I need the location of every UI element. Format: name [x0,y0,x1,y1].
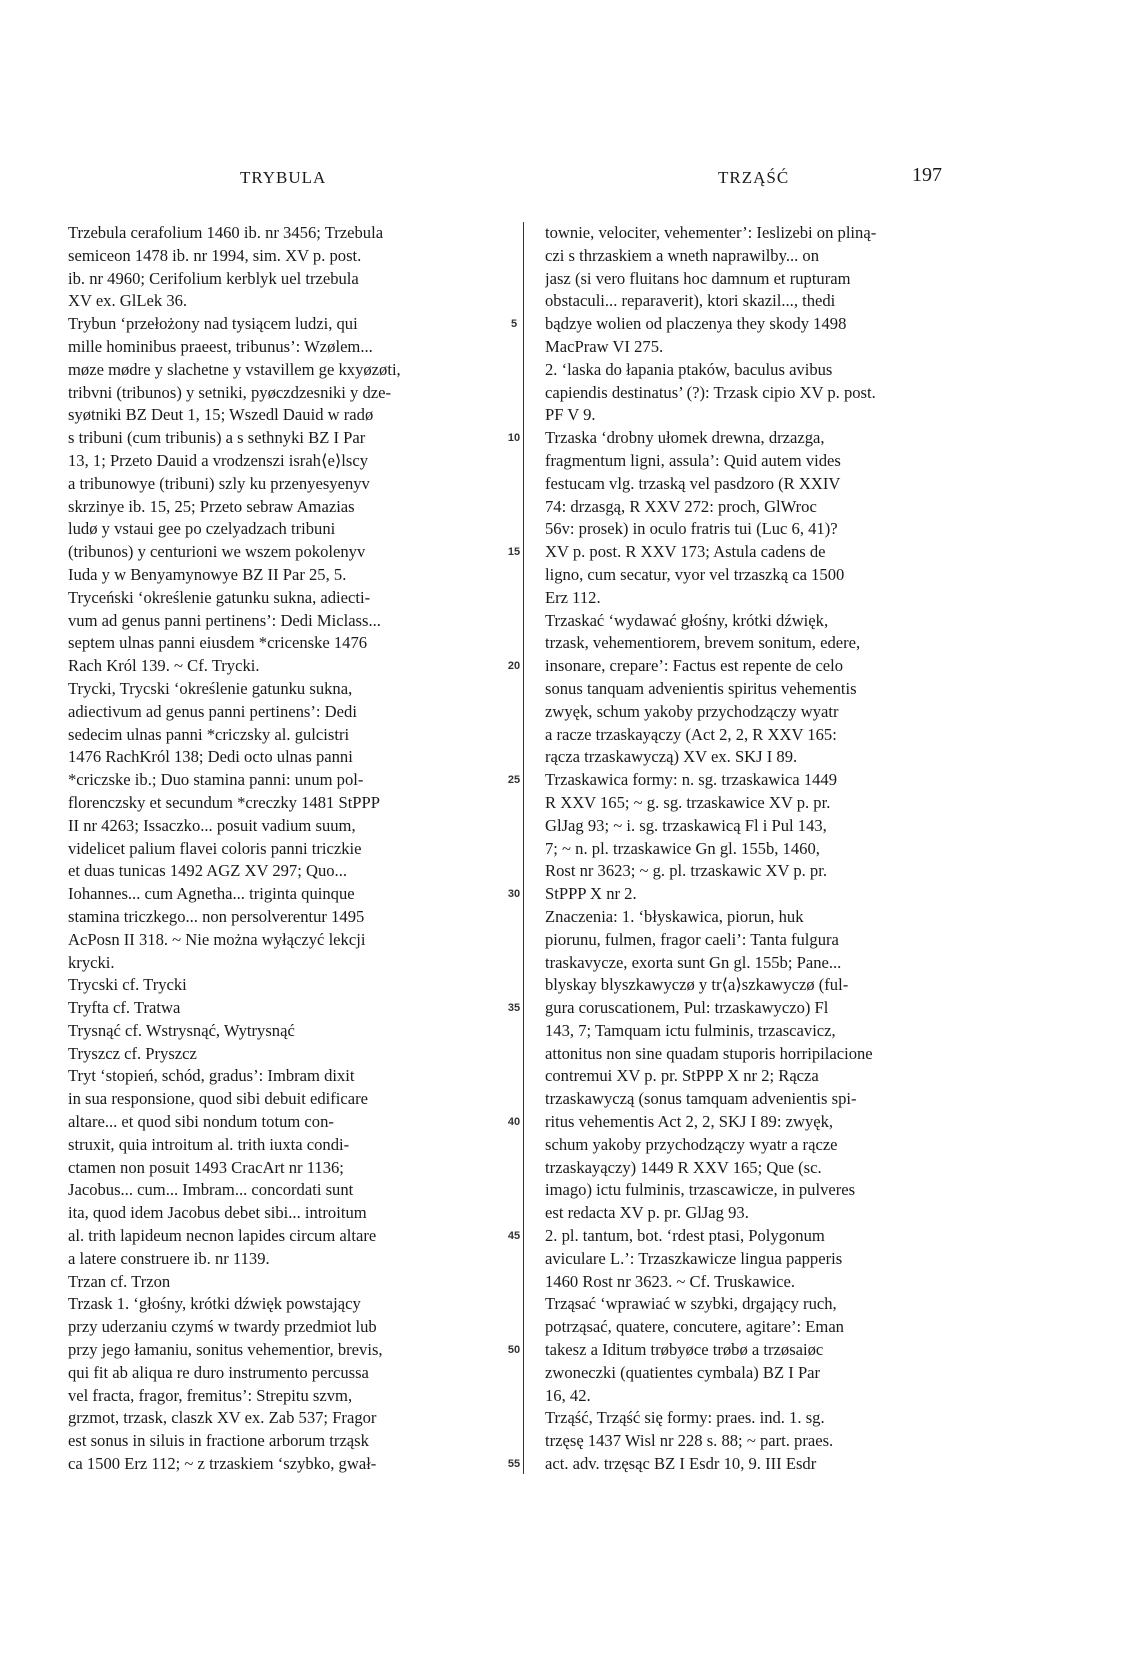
text-line: Iohannes... cum Agnetha... triginta quinque [68,884,355,904]
text-line: traskavycze, exorta sunt Gn gl. 155b; Pane... [545,952,842,972]
text-line: zwyęk, schum yakoby przychodzączy wyatr [545,701,839,721]
text-line: trzęsę 1437 Wisl nr 228 s. 88; ~ part. praes. [545,1431,834,1451]
text-line: Trycski cf. Trycki [68,975,187,995]
text-line: tribvni (tribunos) y setniki, pyøczdzesniki y dze- [68,382,392,402]
text-line: ib. nr 4960; Cerifolium kerblyk uel trzebula [68,268,359,288]
text-line: capiendis destinatus’ (?): Trzask cipio XV p. post. [545,382,876,402]
text-line: altare... et quod sibi nondum totum con- [68,1112,334,1132]
text-line: contremui XV p. pr. StPPP X nr 2; Rącza [545,1066,819,1086]
text-line: Jacobus... cum... Imbram... concordati sunt [68,1180,354,1200]
text-line: qui fit ab aliqua re duro instrumento percussa [68,1362,369,1382]
line-number: 20 [507,660,521,673]
text-line: Trzebula cerafolium 1460 ib. nr 3456; Trzebula [68,223,384,242]
text-line: Trzaska ‘drobny ułomek drewna, drzazga, [545,428,825,448]
text-line: 7; ~ n. pl. trzaskawice Gn gl. 155b, 1460, [545,838,820,858]
line-number: 15 [507,546,521,559]
text-line: potrząsać, quatere, concutere, agitare’: Eman [545,1317,844,1337]
text-line: septem ulnas panni eiusdem *cricenske 1476 [68,633,368,653]
text-line: jasz (si vero fluitans hoc damnum et rupturam [545,268,851,288]
line-number: 40 [507,1116,521,1129]
text-line: AcPosn II 318. ~ Nie można wyłączyć lekcji [68,929,366,949]
text-line: attonitus non sine quadam stuporis horripilacione [545,1043,873,1063]
running-head-right: TRZĄŚĆ [718,168,790,187]
text-line: a racze trzaskayączy (Act 2, 2, R XXV 165: [545,724,837,744]
text-line: townie, velociter, vehementer’: Ieslizebi on pliną- [545,223,877,242]
text-line: adiectivum ad genus panni pertinens’: Dedi [68,701,357,721]
page-number: 197 [912,164,942,186]
text-line: Trząsać ‘wprawiać w szybki, drgający ruch, [545,1294,837,1314]
text-line: sonus tanquam advenientis spiritus vehementis [545,678,857,698]
text-line: stamina triczkego... non persolverentur 1495 [68,906,365,926]
text-line: PF V 9. [545,405,596,425]
text-line: imago) ictu fulminis, trzascawicze, in pulveres [545,1180,856,1200]
text-line: (tribunos) y centurioni we wszem pokolenyv [68,542,366,562]
text-line: trzaskayączy) 1449 R XXV 165; Que (sc. [545,1157,822,1177]
text-line: rącza trzaskawyczą) XV ex. SKJ I 89. [545,747,798,767]
running-head-left: TRYBULA [240,168,327,187]
text-line: Trząść, Trząść się formy: praes. ind. 1. sg. [545,1408,825,1428]
text-line: 1476 RachKról 138; Dedi octo ulnas panni [68,747,353,767]
text-line: festucam vlg. trzaską vel pasdzoro (R XXIV [545,473,841,493]
text-line: Trzaskawica formy: n. sg. trzaskawica 1449 [545,770,838,790]
line-number: 35 [507,1002,521,1015]
line-number: 55 [507,1458,521,1471]
line-number: 25 [507,774,521,787]
text-line: videlicet palium flavei coloris panni triczkie [68,838,362,858]
line-number: 5 [510,318,518,331]
line-number: 50 [507,1344,521,1357]
text-line: ctamen non posuit 1493 CracArt nr 1136; [68,1157,344,1177]
text-line: Trycki, Trycski ‘określenie gatunku sukna, [68,678,353,698]
line-number: 30 [507,888,521,901]
text-line: al. trith lapideum necnon lapides circum altare [68,1226,377,1246]
text-line: Trybun ‘przełożony nad tysiącem ludzi, qui [68,314,358,334]
text-line: trzaskawyczą (sonus tamquam advenientis spi- [545,1089,857,1109]
text-line: ca 1500 Erz 112; ~ z trzaskiem ‘szybko, gwał- [68,1454,377,1474]
text-line: schum yakoby przychodzączy wyatr a rącze [545,1134,838,1154]
text-line: mille hominibus praeest, tribunus’: Wzølem... [68,336,373,356]
text-line: Tryceński ‘określenie gatunku sukna, adiecti- [68,587,371,607]
text-line: przy uderzaniu czymś w twardy przedmiot lub [68,1317,377,1337]
text-line: Erz 112. [545,587,601,607]
text-line: XV ex. GlLek 36. [68,291,188,311]
text-line: takesz a Iditum trøbyøce trøbø a trzøsaiøc [545,1340,824,1360]
text-line: Rost nr 3623; ~ g. pl. trzaskawic XV p. pr. [545,861,827,881]
text-line: in sua responsione, quod sibi debuit edificare [68,1089,369,1109]
text-line: blyskay blyszkawyczø y tr⟨a⟩szkawyczø (ful- [545,975,849,995]
text-line: aviculare L.’: Trzaszkawicze lingua papperis [545,1248,843,1268]
text-line: møze mødre y slachetne y vstavillem ge kxyøzøti, [68,359,401,379]
text-line: 74: drzasgą, R XXV 272: proch, GlWroc [545,496,817,516]
text-line: ligno, cum secatur, vyor vel trzaszką ca 1500 [545,564,845,584]
text-line: 13, 1; Przeto Dauid a vrodzenszi israh⟨e⟩lscy [68,450,369,470]
text-line: II nr 4263; Issaczko... posuit vadium suum, [68,815,356,835]
text-line: 56v: prosek) in oculo fratris tui (Luc 6, 41)? [545,519,838,539]
text-line: R XXV 165; ~ g. sg. trzaskawice XV p. pr. [545,792,831,812]
text-line: Tryszcz cf. Pryszcz [68,1043,197,1063]
text-line: Znaczenia: 1. ‘błyskawica, piorun, huk [545,906,804,926]
text-line: 2. pl. tantum, bot. ‘rdest ptasi, Polygonum [545,1226,825,1246]
text-line: ludø y vstaui gee po czelyadzach tribuni [68,519,336,539]
text-line: vum ad genus panni pertinens’: Dedi Miclass... [68,610,381,630]
text-line: GlJag 93; ~ i. sg. trzaskawicą Fl i Pul 143, [545,815,827,835]
text-line: grzmot, trzask, claszk XV ex. Zab 537; Fragor [68,1408,377,1428]
text-line: XV p. post. R XXV 173; Astula cadens de [545,542,826,562]
text-line: gura coruscationem, Pul: trzaskawyczo) Fl [545,998,829,1018]
text-line: Trzan cf. Trzon [68,1271,171,1291]
text-line: skrzinye ib. 15, 25; Przeto sebraw Amazias [68,496,355,516]
right-column [545,222,975,1476]
text-line: et duas tunicas 1492 AGZ XV 297; Quo... [68,861,347,881]
text-line: krycki. [68,952,115,972]
text-line: sedecim ulnas panni *criczsky al. gulcistri [68,724,350,744]
text-line: s tribuni (cum tribunis) a s sethnyki BZ I Par [68,428,366,448]
text-line: 2. ‘laska do łapania ptaków, baculus avibus [545,359,833,379]
text-line: Trysnąć cf. Wstrysnąć, Wytrysnąć [68,1020,295,1040]
text-line: florenczsky et secundum *creczky 1481 StPPP [68,792,380,812]
text-line: StPPP X nr 2. [545,884,637,904]
text-line: semiceon 1478 ib. nr 1994, sim. XV p. post. [68,245,362,265]
text-line: Iuda y w Benyamynowye BZ II Par 25, 5. [68,564,347,584]
text-line: 143, 7; Tamquam ictu fulminis, trzascavicz, [545,1020,836,1040]
line-number: 45 [507,1230,521,1243]
text-line: Trzask 1. ‘głośny, krótki dźwięk powstający [68,1294,361,1314]
text-line: ita, quod idem Jacobus debet sibi... introitum [68,1203,367,1223]
text-line: ritus vehementis Act 2, 2, SKJ I 89: zwyęk, [545,1112,834,1132]
text-line: syøtniki BZ Deut 1, 15; Wszedl Dauid w radø [68,405,374,425]
text-line: insonare, crepare’: Factus est repente de celo [545,656,844,676]
left-column [68,222,500,1476]
text-line: piorunu, fulmen, fragor caeli’: Tanta fulgura [545,929,839,949]
text-line: Tryt ‘stopień, schód, gradus’: Imbram dixit [68,1066,355,1086]
text-line: 1460 Rost nr 3623. ~ Cf. Truskawice. [545,1271,796,1291]
text-line: przy jego łamaniu, sonitus vehementior, brevis, [68,1340,383,1360]
text-line: vel fracta, fragor, fremitus’: Strepitu szvm, [68,1385,353,1405]
line-number: 10 [507,432,521,445]
text-line: Trzaskać ‘wydawać głośny, krótki dźwięk, [545,610,829,630]
column-divider [523,222,524,1474]
text-line: czi s thrzaskiem a wneth naprawilby... on [545,245,820,265]
text-line: Rach Król 139. ~ Cf. Trycki. [68,656,260,676]
text-line: act. adv. trzęsąc BZ I Esdr 10, 9. III Esdr [545,1454,817,1474]
text-line: a latere construere ib. nr 1139. [68,1248,270,1268]
text-line: Tryfta cf. Tratwa [68,998,181,1018]
text-line: zwoneczki (quatientes cymbala) BZ I Par [545,1362,821,1382]
text-line: struxit, quia introitum al. trith iuxta condi- [68,1134,350,1154]
text-line: est sonus in siluis in fractione arborum trząsk [68,1431,369,1451]
text-line: obstaculi... reparaverit), ktori skazil..., thedi [545,291,836,311]
text-line: est redacta XV p. pr. GlJag 93. [545,1203,749,1223]
text-line: a tribunowye (tribuni) szly ku przenyesyenyv [68,473,370,493]
text-line: bądzye wolien od placzenya they skody 1498 [545,314,847,334]
text-line: trzask, vehementiorem, brevem sonitum, edere, [545,633,861,653]
text-line: fragmentum ligni, assula’: Quid autem vides [545,450,841,470]
text-line: 16, 42. [545,1385,591,1405]
text-line: MacPraw VI 275. [545,336,664,356]
text-line: *criczske ib.; Duo stamina panni: unum pol- [68,770,364,790]
